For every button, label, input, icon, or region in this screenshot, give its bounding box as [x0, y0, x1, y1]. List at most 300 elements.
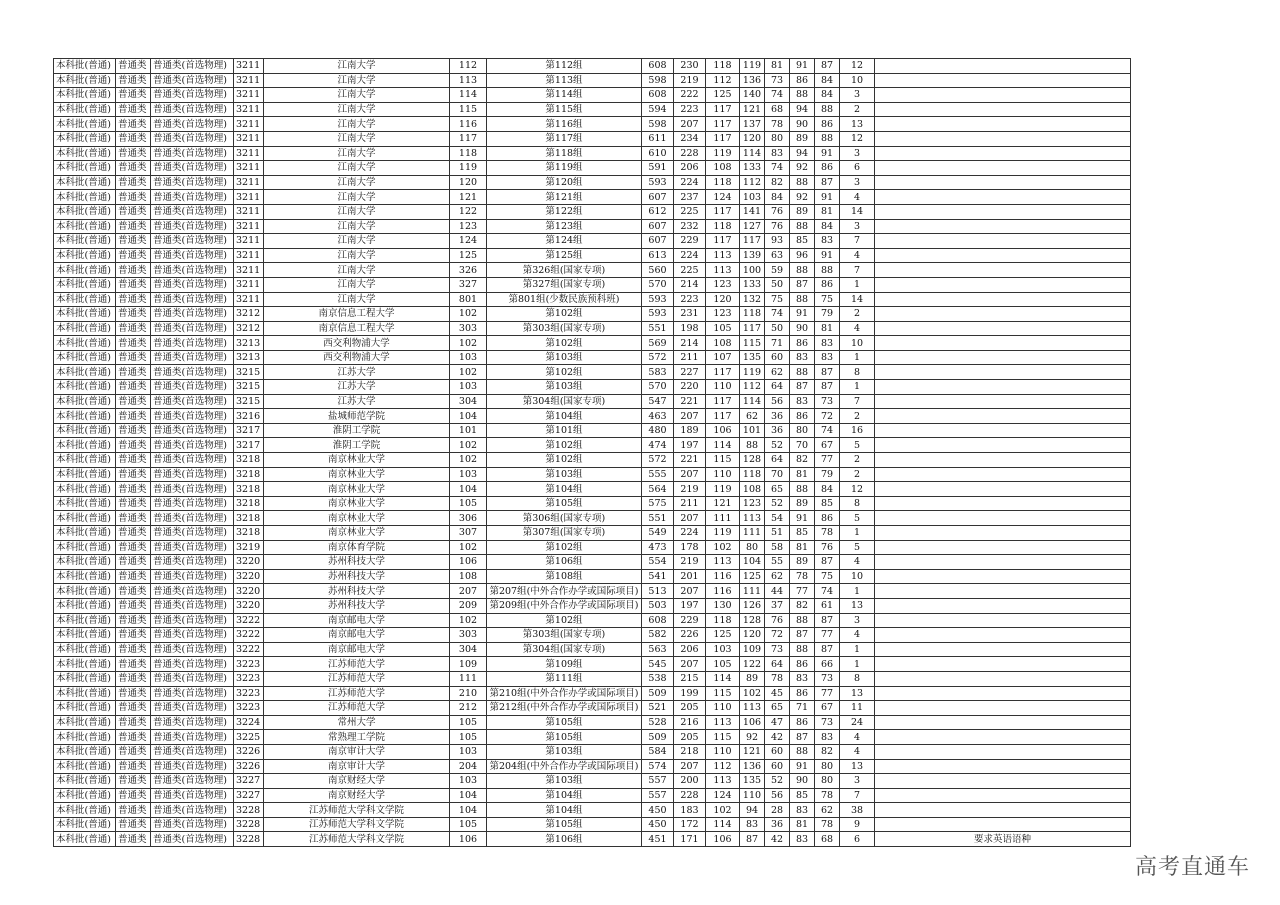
batch-cell: 本科批(普通) — [54, 511, 116, 526]
subject-type-cell: 普通类(首选物理) — [151, 263, 234, 278]
enrolled-count-cell: 16 — [840, 423, 875, 438]
school-name-cell: 江南大学 — [264, 73, 450, 88]
math-score-cell: 137 — [740, 117, 765, 132]
chinese-math-score-cell: 225 — [674, 263, 706, 278]
remark-cell — [875, 321, 1131, 336]
batch-cell: 本科批(普通) — [54, 584, 116, 599]
school-name-cell: 南京财经大学 — [264, 774, 450, 789]
chinese-score-cell: 117 — [706, 204, 740, 219]
remark-cell — [875, 73, 1131, 88]
enrolled-count-cell: 13 — [840, 598, 875, 613]
school-name-cell: 淮阴工学院 — [264, 438, 450, 453]
foreign-lang-score-cell: 83 — [765, 146, 790, 161]
total-score-cell: 509 — [642, 686, 674, 701]
foreign-lang-score-cell: 52 — [765, 774, 790, 789]
chinese-score-cell: 108 — [706, 161, 740, 176]
enrolled-count-cell: 10 — [840, 73, 875, 88]
subject-type-cell: 普通类(首选物理) — [151, 701, 234, 716]
chinese-score-cell: 105 — [706, 321, 740, 336]
enrolled-count-cell: 7 — [840, 788, 875, 803]
group-name-cell: 第210组(中外合作办学或国际项目) — [487, 686, 642, 701]
school-name-cell: 江苏师范大学 — [264, 701, 450, 716]
chinese-score-cell: 113 — [706, 263, 740, 278]
school-name-cell: 苏州科技大学 — [264, 598, 450, 613]
chinese-score-cell: 117 — [706, 131, 740, 146]
school-code-cell: 3218 — [234, 482, 264, 497]
chinese-math-score-cell: 230 — [674, 59, 706, 74]
chinese-score-cell: 103 — [706, 642, 740, 657]
remark-cell — [875, 438, 1131, 453]
batch-cell: 本科批(普通) — [54, 482, 116, 497]
chinese-math-score-cell: 198 — [674, 321, 706, 336]
physics-score-cell: 89 — [790, 496, 815, 511]
foreign-lang-score-cell: 64 — [765, 380, 790, 395]
remark-cell — [875, 715, 1131, 730]
group-code-cell: 105 — [450, 496, 487, 511]
foreign-lang-score-cell: 42 — [765, 730, 790, 745]
math-score-cell: 101 — [740, 423, 765, 438]
remark-cell — [875, 292, 1131, 307]
group-code-cell: 204 — [450, 759, 487, 774]
chinese-score-cell: 124 — [706, 190, 740, 205]
total-score-cell: 547 — [642, 394, 674, 409]
group-name-cell: 第102组 — [487, 336, 642, 351]
chinese-score-cell: 119 — [706, 482, 740, 497]
foreign-lang-score-cell: 64 — [765, 657, 790, 672]
total-score-cell: 564 — [642, 482, 674, 497]
elective-score-cell: 80 — [815, 759, 840, 774]
batch-cell: 本科批(普通) — [54, 803, 116, 818]
elective-score-cell: 84 — [815, 88, 840, 103]
batch-cell: 本科批(普通) — [54, 380, 116, 395]
batch-cell: 本科批(普通) — [54, 715, 116, 730]
enrolled-count-cell: 4 — [840, 730, 875, 745]
category-cell: 普通类 — [116, 511, 151, 526]
category-cell: 普通类 — [116, 204, 151, 219]
category-cell: 普通类 — [116, 613, 151, 628]
table-row — [54, 336, 1131, 351]
total-score-cell: 594 — [642, 102, 674, 117]
subject-type-cell: 普通类(首选物理) — [151, 657, 234, 672]
group-code-cell: 304 — [450, 642, 487, 657]
total-score-cell: 591 — [642, 161, 674, 176]
physics-score-cell: 88 — [790, 365, 815, 380]
category-cell: 普通类 — [116, 526, 151, 541]
chinese-math-score-cell: 205 — [674, 730, 706, 745]
group-name-cell: 第304组(国家专项) — [487, 394, 642, 409]
table-row — [54, 540, 1131, 555]
enrolled-count-cell: 1 — [840, 350, 875, 365]
group-name-cell: 第104组 — [487, 803, 642, 818]
remark-cell — [875, 248, 1131, 263]
physics-score-cell: 82 — [790, 453, 815, 468]
remark-cell — [875, 409, 1131, 424]
school-name-cell: 南京审计大学 — [264, 759, 450, 774]
group-name-cell: 第105组 — [487, 715, 642, 730]
chinese-math-score-cell: 224 — [674, 526, 706, 541]
group-name-cell: 第102组 — [487, 453, 642, 468]
chinese-score-cell: 121 — [706, 496, 740, 511]
physics-score-cell: 91 — [790, 511, 815, 526]
subject-type-cell: 普通类(首选物理) — [151, 467, 234, 482]
total-score-cell: 570 — [642, 277, 674, 292]
enrolled-count-cell: 8 — [840, 671, 875, 686]
school-name-cell: 江南大学 — [264, 263, 450, 278]
subject-type-cell: 普通类(首选物理) — [151, 88, 234, 103]
group-name-cell: 第114组 — [487, 88, 642, 103]
school-code-cell: 3220 — [234, 569, 264, 584]
batch-cell: 本科批(普通) — [54, 555, 116, 570]
school-name-cell: 江南大学 — [264, 117, 450, 132]
subject-type-cell: 普通类(首选物理) — [151, 204, 234, 219]
foreign-lang-score-cell: 36 — [765, 423, 790, 438]
batch-cell: 本科批(普通) — [54, 817, 116, 832]
physics-score-cell: 89 — [790, 131, 815, 146]
elective-score-cell: 75 — [815, 569, 840, 584]
school-name-cell: 南京邮电大学 — [264, 642, 450, 657]
group-name-cell: 第104组 — [487, 788, 642, 803]
enrolled-count-cell: 3 — [840, 613, 875, 628]
group-name-cell: 第303组(国家专项) — [487, 321, 642, 336]
group-name-cell: 第105组 — [487, 730, 642, 745]
elective-score-cell: 67 — [815, 701, 840, 716]
foreign-lang-score-cell: 44 — [765, 584, 790, 599]
group-code-cell: 104 — [450, 788, 487, 803]
school-code-cell: 3226 — [234, 759, 264, 774]
table-row — [54, 234, 1131, 249]
subject-type-cell: 普通类(首选物理) — [151, 117, 234, 132]
table-row — [54, 73, 1131, 88]
group-code-cell: 102 — [450, 365, 487, 380]
group-name-cell: 第105组 — [487, 817, 642, 832]
foreign-lang-score-cell: 82 — [765, 175, 790, 190]
foreign-lang-score-cell: 78 — [765, 117, 790, 132]
group-code-cell: 303 — [450, 321, 487, 336]
category-cell: 普通类 — [116, 803, 151, 818]
total-score-cell: 593 — [642, 175, 674, 190]
total-score-cell: 554 — [642, 555, 674, 570]
group-code-cell: 109 — [450, 657, 487, 672]
subject-type-cell: 普通类(首选物理) — [151, 628, 234, 643]
batch-cell: 本科批(普通) — [54, 394, 116, 409]
school-name-cell: 江苏师范大学 — [264, 671, 450, 686]
math-score-cell: 62 — [740, 409, 765, 424]
school-code-cell: 3211 — [234, 292, 264, 307]
table-row — [54, 555, 1131, 570]
table-row — [54, 146, 1131, 161]
foreign-lang-score-cell: 62 — [765, 569, 790, 584]
chinese-score-cell: 117 — [706, 234, 740, 249]
table-body — [54, 59, 1131, 847]
foreign-lang-score-cell: 65 — [765, 482, 790, 497]
remark-cell — [875, 671, 1131, 686]
batch-cell: 本科批(普通) — [54, 321, 116, 336]
school-code-cell: 3211 — [234, 263, 264, 278]
math-score-cell: 102 — [740, 686, 765, 701]
physics-score-cell: 82 — [790, 598, 815, 613]
chinese-score-cell: 110 — [706, 744, 740, 759]
school-code-cell: 3211 — [234, 102, 264, 117]
chinese-math-score-cell: 207 — [674, 657, 706, 672]
enrolled-count-cell: 7 — [840, 234, 875, 249]
category-cell: 普通类 — [116, 380, 151, 395]
subject-type-cell: 普通类(首选物理) — [151, 526, 234, 541]
group-code-cell: 125 — [450, 248, 487, 263]
math-score-cell: 112 — [740, 175, 765, 190]
subject-type-cell: 普通类(首选物理) — [151, 817, 234, 832]
enrolled-count-cell: 5 — [840, 511, 875, 526]
physics-score-cell: 87 — [790, 277, 815, 292]
chinese-score-cell: 118 — [706, 59, 740, 74]
school-name-cell: 南京信息工程大学 — [264, 307, 450, 322]
batch-cell: 本科批(普通) — [54, 365, 116, 380]
batch-cell: 本科批(普通) — [54, 73, 116, 88]
math-score-cell: 136 — [740, 759, 765, 774]
table-row — [54, 584, 1131, 599]
group-name-cell: 第326组(国家专项) — [487, 263, 642, 278]
category-cell: 普通类 — [116, 686, 151, 701]
batch-cell: 本科批(普通) — [54, 832, 116, 847]
chinese-score-cell: 117 — [706, 394, 740, 409]
category-cell: 普通类 — [116, 569, 151, 584]
foreign-lang-score-cell: 81 — [765, 59, 790, 74]
chinese-score-cell: 113 — [706, 774, 740, 789]
physics-score-cell: 81 — [790, 467, 815, 482]
remark-cell — [875, 131, 1131, 146]
physics-score-cell: 78 — [790, 569, 815, 584]
subject-type-cell: 普通类(首选物理) — [151, 73, 234, 88]
physics-score-cell: 88 — [790, 642, 815, 657]
school-name-cell: 江南大学 — [264, 175, 450, 190]
category-cell: 普通类 — [116, 730, 151, 745]
total-score-cell: 607 — [642, 234, 674, 249]
subject-type-cell: 普通类(首选物理) — [151, 686, 234, 701]
remark-cell — [875, 59, 1131, 74]
group-code-cell: 102 — [450, 307, 487, 322]
group-code-cell: 801 — [450, 292, 487, 307]
category-cell: 普通类 — [116, 409, 151, 424]
elective-score-cell: 77 — [815, 453, 840, 468]
remark-cell — [875, 657, 1131, 672]
school-code-cell: 3211 — [234, 175, 264, 190]
elective-score-cell: 91 — [815, 146, 840, 161]
table-row — [54, 788, 1131, 803]
chinese-score-cell: 108 — [706, 336, 740, 351]
table-row — [54, 628, 1131, 643]
remark-cell — [875, 307, 1131, 322]
school-code-cell: 3228 — [234, 817, 264, 832]
physics-score-cell: 88 — [790, 219, 815, 234]
batch-cell: 本科批(普通) — [54, 598, 116, 613]
table-row — [54, 453, 1131, 468]
category-cell: 普通类 — [116, 161, 151, 176]
school-code-cell: 3211 — [234, 88, 264, 103]
math-score-cell: 92 — [740, 730, 765, 745]
math-score-cell: 118 — [740, 307, 765, 322]
physics-score-cell: 92 — [790, 190, 815, 205]
enrolled-count-cell: 4 — [840, 321, 875, 336]
group-name-cell: 第106组 — [487, 555, 642, 570]
physics-score-cell: 88 — [790, 88, 815, 103]
group-code-cell: 102 — [450, 453, 487, 468]
elective-score-cell: 72 — [815, 409, 840, 424]
total-score-cell: 549 — [642, 526, 674, 541]
school-code-cell: 3211 — [234, 131, 264, 146]
school-name-cell: 南京林业大学 — [264, 496, 450, 511]
remark-cell — [875, 613, 1131, 628]
school-name-cell: 南京体育学院 — [264, 540, 450, 555]
chinese-score-cell: 117 — [706, 365, 740, 380]
chinese-score-cell: 115 — [706, 730, 740, 745]
chinese-score-cell: 111 — [706, 511, 740, 526]
total-score-cell: 593 — [642, 292, 674, 307]
group-code-cell: 108 — [450, 569, 487, 584]
chinese-math-score-cell: 219 — [674, 555, 706, 570]
table-row — [54, 409, 1131, 424]
category-cell: 普通类 — [116, 336, 151, 351]
group-code-cell: 112 — [450, 59, 487, 74]
chinese-math-score-cell: 206 — [674, 161, 706, 176]
elective-score-cell: 84 — [815, 219, 840, 234]
total-score-cell: 513 — [642, 584, 674, 599]
math-score-cell: 114 — [740, 146, 765, 161]
foreign-lang-score-cell: 71 — [765, 336, 790, 351]
subject-type-cell: 普通类(首选物理) — [151, 730, 234, 745]
foreign-lang-score-cell: 56 — [765, 394, 790, 409]
subject-type-cell: 普通类(首选物理) — [151, 292, 234, 307]
group-code-cell: 121 — [450, 190, 487, 205]
table-row — [54, 832, 1131, 847]
physics-score-cell: 88 — [790, 292, 815, 307]
group-name-cell: 第207组(中外合作办学或国际项目) — [487, 584, 642, 599]
total-score-cell: 613 — [642, 248, 674, 263]
total-score-cell: 574 — [642, 759, 674, 774]
subject-type-cell: 普通类(首选物理) — [151, 307, 234, 322]
school-name-cell: 南京林业大学 — [264, 511, 450, 526]
subject-type-cell: 普通类(首选物理) — [151, 584, 234, 599]
group-code-cell: 116 — [450, 117, 487, 132]
subject-type-cell: 普通类(首选物理) — [151, 336, 234, 351]
group-code-cell: 104 — [450, 803, 487, 818]
foreign-lang-score-cell: 73 — [765, 73, 790, 88]
group-name-cell: 第103组 — [487, 744, 642, 759]
physics-score-cell: 88 — [790, 175, 815, 190]
school-code-cell: 3218 — [234, 496, 264, 511]
foreign-lang-score-cell: 60 — [765, 759, 790, 774]
group-code-cell: 113 — [450, 73, 487, 88]
foreign-lang-score-cell: 59 — [765, 263, 790, 278]
school-name-cell: 江苏大学 — [264, 365, 450, 380]
group-name-cell: 第118组 — [487, 146, 642, 161]
school-name-cell: 南京林业大学 — [264, 526, 450, 541]
school-code-cell: 3211 — [234, 219, 264, 234]
remark-cell — [875, 161, 1131, 176]
remark-cell — [875, 263, 1131, 278]
batch-cell: 本科批(普通) — [54, 686, 116, 701]
total-score-cell: 572 — [642, 453, 674, 468]
chinese-score-cell: 117 — [706, 117, 740, 132]
table-row — [54, 511, 1131, 526]
batch-cell: 本科批(普通) — [54, 59, 116, 74]
math-score-cell: 118 — [740, 467, 765, 482]
remark-cell — [875, 759, 1131, 774]
physics-score-cell: 70 — [790, 438, 815, 453]
batch-cell: 本科批(普通) — [54, 438, 116, 453]
chinese-score-cell: 113 — [706, 248, 740, 263]
table-row — [54, 817, 1131, 832]
school-code-cell: 3224 — [234, 715, 264, 730]
school-name-cell: 南京财经大学 — [264, 788, 450, 803]
elective-score-cell: 88 — [815, 102, 840, 117]
category-cell: 普通类 — [116, 438, 151, 453]
chinese-math-score-cell: 221 — [674, 394, 706, 409]
chinese-math-score-cell: 226 — [674, 628, 706, 643]
school-code-cell: 3211 — [234, 117, 264, 132]
math-score-cell: 100 — [740, 263, 765, 278]
elective-score-cell: 87 — [815, 642, 840, 657]
elective-score-cell: 75 — [815, 292, 840, 307]
category-cell: 普通类 — [116, 175, 151, 190]
school-name-cell: 江苏大学 — [264, 394, 450, 409]
chinese-math-score-cell: 231 — [674, 307, 706, 322]
physics-score-cell: 89 — [790, 555, 815, 570]
enrolled-count-cell: 5 — [840, 438, 875, 453]
table-row — [54, 803, 1131, 818]
chinese-math-score-cell: 216 — [674, 715, 706, 730]
remark-cell — [875, 394, 1131, 409]
math-score-cell: 111 — [740, 526, 765, 541]
school-name-cell: 西交利物浦大学 — [264, 336, 450, 351]
math-score-cell: 128 — [740, 453, 765, 468]
group-code-cell: 326 — [450, 263, 487, 278]
physics-score-cell: 86 — [790, 657, 815, 672]
school-name-cell: 江南大学 — [264, 59, 450, 74]
subject-type-cell: 普通类(首选物理) — [151, 175, 234, 190]
school-name-cell: 苏州科技大学 — [264, 555, 450, 570]
physics-score-cell: 88 — [790, 263, 815, 278]
category-cell: 普通类 — [116, 628, 151, 643]
enrolled-count-cell: 4 — [840, 248, 875, 263]
physics-score-cell: 77 — [790, 584, 815, 599]
foreign-lang-score-cell: 60 — [765, 350, 790, 365]
batch-cell: 本科批(普通) — [54, 204, 116, 219]
batch-cell: 本科批(普通) — [54, 88, 116, 103]
table-row — [54, 774, 1131, 789]
chinese-math-score-cell: 229 — [674, 613, 706, 628]
school-code-cell: 3218 — [234, 453, 264, 468]
school-name-cell: 苏州科技大学 — [264, 584, 450, 599]
table-row — [54, 263, 1131, 278]
total-score-cell: 473 — [642, 540, 674, 555]
chinese-score-cell: 114 — [706, 671, 740, 686]
chinese-score-cell: 119 — [706, 146, 740, 161]
category-cell: 普通类 — [116, 555, 151, 570]
physics-score-cell: 83 — [790, 803, 815, 818]
group-code-cell: 105 — [450, 715, 487, 730]
enrolled-count-cell: 4 — [840, 190, 875, 205]
chinese-math-score-cell: 221 — [674, 453, 706, 468]
enrolled-count-cell: 4 — [840, 744, 875, 759]
foreign-lang-score-cell: 62 — [765, 365, 790, 380]
math-score-cell: 126 — [740, 598, 765, 613]
total-score-cell: 551 — [642, 321, 674, 336]
category-cell: 普通类 — [116, 350, 151, 365]
enrolled-count-cell: 6 — [840, 161, 875, 176]
table-row — [54, 759, 1131, 774]
batch-cell: 本科批(普通) — [54, 526, 116, 541]
group-name-cell: 第104组 — [487, 482, 642, 497]
foreign-lang-score-cell: 74 — [765, 307, 790, 322]
